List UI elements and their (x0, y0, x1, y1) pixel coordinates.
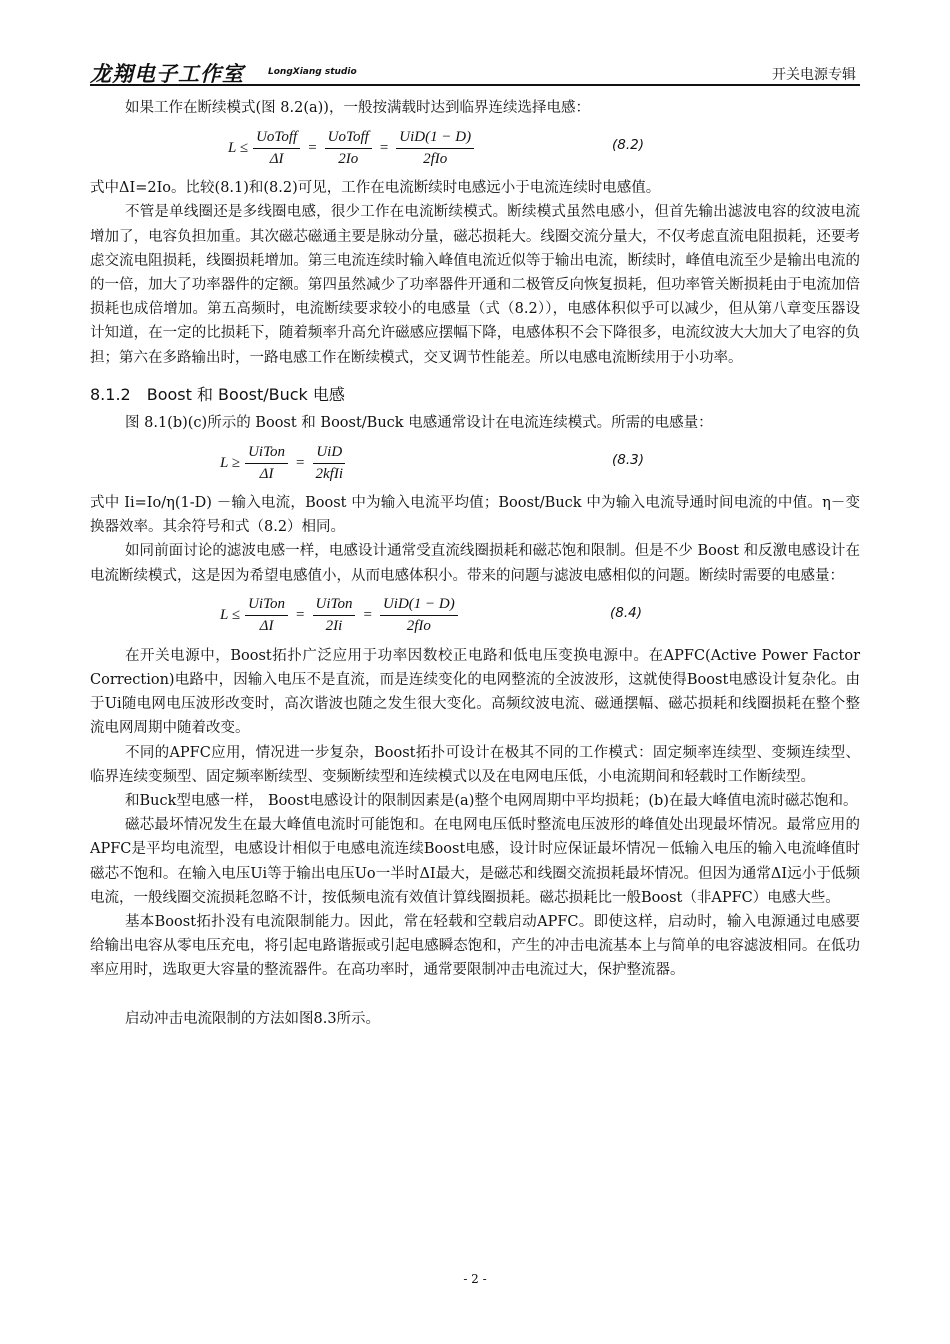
equation-number-8-3: (8.3) (612, 452, 645, 469)
eq2-f2-numerator: UoToff (325, 129, 372, 149)
eq3-lhs: L ≥ (220, 454, 241, 471)
eq4-fraction-2 (313, 596, 356, 635)
eq4-equals-1: = (296, 607, 305, 624)
paragraph-11: 基本Boost拓扑没有电流限制能力。因此，常在轻载和空载启动APFC。即使这样，启动时，输入电源通过电感要给输出电容从零电压充电，将引起电路谐振或引起电感瞬态饱和，产生的冲击电流基本上与简单的电容滤波相同。在低功率应用时，选取更大容量的整流器件。在高功率时，通常要限制冲击电流过大，保护整流器。 (90, 914, 860, 979)
paragraph-1: 如果工作在断续模式(图 8.2(a))，一般按满载时达到临界连续选择电感： (125, 100, 590, 116)
paragraph-8: 不同的APFC应用，情况进一步复杂，Boost拓扑可设计在极其不同的工作模式：固定频率连续型、变频连续型、临界连续变频型、固定频率断续型、变频断续型和连续模式以及在电网电压低，小电流期间和轻载时工作断续型。 (90, 744, 860, 785)
paragraph-12: 启动冲击电流限制的方法如图8.3所示。 (125, 1010, 381, 1027)
eq4-f2-numerator: UiTon (313, 596, 356, 616)
paragraph-5: 式中 Ii=Io/η(1-D) －输入电流，Boost 中为输入电流平均值；Boost/Buck 中为输入电流导通时间电流的中值。η－变换器效率。其余符号和式（8.2）相同。 (90, 495, 860, 536)
eq3-f2-denominator: 2kfIi (315, 465, 343, 482)
eq2-f1-denominator: ΔI (269, 150, 284, 167)
paragraph-2: 式中ΔI=2Io。比较(8.1)和(8.2)可见，工作在电流断续时电感远小于电流连续时电感值。 (90, 180, 661, 197)
eq4-f1-numerator: UiTon (245, 596, 288, 616)
page-header (90, 56, 860, 86)
paragraph-10: 磁芯最坏情况发生在最大峰值电流时可能饱和。在电网电压低时整流电压波形的峰值处出现最坏情况。最常应用的APFC是平均电流型，电感设计相似于电感电流连续Boost电感，设计时应保证最坏情况－低输入电压的输入电流峰值时磁芯不饱和。在输入电压Ui等于输出电压Uo一半时ΔI最大，是磁芯和线圈交流损耗最坏情况。但因为通常ΔI远小于低频电流，一般线圈交流损耗忽略不计，按低频电流有效值计算线圈损耗。磁芯损耗比一般Boost（非APFC）电感大些。 (90, 817, 860, 906)
section-heading-8-1-2: 8.1.2 Boost 和 Boost/Buck 电感 (90, 384, 345, 404)
brand-name: 龙翔电子工作室 (90, 61, 244, 86)
eq3-fraction-2 (313, 444, 347, 483)
equation-8-3 (90, 435, 860, 491)
document-body (90, 96, 860, 1031)
paragraph-3: 不管是单线圈还是多线圈电感，很少工作在电流断续模式。断续模式虽然电感小，但首先输出滤波电容的纹波电流增加了，电容负担加重。其次磁芯磁通主要是脉动分量，磁芯损耗大。线圈交流分量大，不仅考虑直流电阻损耗，还要考虑交流电阻损耗，线圈损耗增加。第三电流连续时输入峰值电流近似等于输出电流，断续时，峰值电流至少是输出电流的的一倍，加大了功率器件的定额。第四虽然减少了功率器件开通和二极管反向恢复损耗，但功率管关断损耗由于电流加倍损耗也成倍增加。第五高频时，电流断续要求较小的电感量（式（8.2）），电感体积似乎可以减少，但从第八章变压器设计知道，在一定的比损耗下，随着频率升高允许磁感应摆幅下降，电感体积不会下降很多，电流纹波大大加大了电容的负担；第六在多路输出时，一路电感工作在断续模式，交叉调节性能差。所以电感电流断续用于小功率。 (90, 204, 860, 366)
eq4-f1-denominator: ΔI (259, 618, 274, 635)
equation-8-2 (90, 120, 860, 176)
eq4-f2-denominator: 2Ii (325, 618, 343, 635)
eq3-f1-numerator: UiTon (245, 444, 288, 464)
eq2-fraction-1 (253, 129, 300, 168)
eq3-f2-numerator: UiD (313, 444, 345, 464)
eq4-fraction-3 (380, 596, 458, 635)
paragraph-9: 和Buck型电感一样， Boost电感设计的限制因素是(a)整个电网周期中平均损耗；(b)在最大峰值电流时磁芯饱和。 (125, 793, 858, 810)
eq2-f3-denominator: 2fIo (423, 150, 448, 167)
eq3-f1-denominator: ΔI (259, 465, 274, 482)
equation-number-8-2: (8.2) (612, 137, 645, 154)
page-number: - 2 - (463, 1272, 487, 1286)
brand-english-name: LongXiang studio (268, 67, 357, 77)
eq4-f3-numerator: UiD(1 − D) (380, 596, 458, 616)
eq4-lhs: L ≤ (220, 607, 241, 624)
eq3-equals-1: = (296, 454, 305, 471)
equation-8-4 (90, 588, 860, 644)
paragraph-4: 图 8.1(b)(c)所示的 Boost 和 Boost/Buck 电感通常设计在电流连续模式。所需的电感量： (125, 414, 713, 431)
paragraph-6: 如同前面讨论的滤波电感一样，电感设计通常受直流线圈损耗和磁芯饱和限制。但是不少 Boost 和反激电感设计在电流断续模式，这是因为希望电感值小，从而电感体积小。带来的问题与滤波电感相似的问题。断续时需要的电感量： (90, 543, 860, 584)
eq2-f1-numerator: UoToff (253, 129, 300, 149)
eq3-fraction-1 (245, 444, 288, 483)
header-title: 开关电源专辑 (772, 67, 856, 83)
eq2-lhs: L ≤ (228, 139, 249, 156)
paragraph-7: 在开关电源中，Boost拓扑广泛应用于功率因数校正电路和低电压变换电源中。在APFC(Active Power Factor Correction)电路中，因输入电压不是直流，而是连续变化的电网整流的全波波形，这就使得Boost电感设计复杂化。由于Ui随电网电压波形改变时，高次谐波也随之发生很大变化。高频纹波电流、磁通摆幅、磁芯损耗和线圈损耗在整个整流电网周期中随着改变。 (90, 647, 860, 737)
eq2-fraction-3 (396, 129, 474, 168)
equation-number-8-4: (8.4) (610, 604, 643, 621)
eq2-f2-denominator: 2Io (338, 150, 359, 167)
eq4-fraction-1 (245, 596, 288, 635)
eq4-f3-denominator: 2fIo (406, 618, 431, 635)
eq2-equals-2: = (379, 139, 389, 156)
eq2-f3-numerator: UiD(1 − D) (396, 129, 474, 149)
eq2-equals-1: = (308, 139, 317, 156)
eq2-fraction-2 (325, 129, 372, 168)
eq4-equals-2: = (363, 607, 372, 624)
